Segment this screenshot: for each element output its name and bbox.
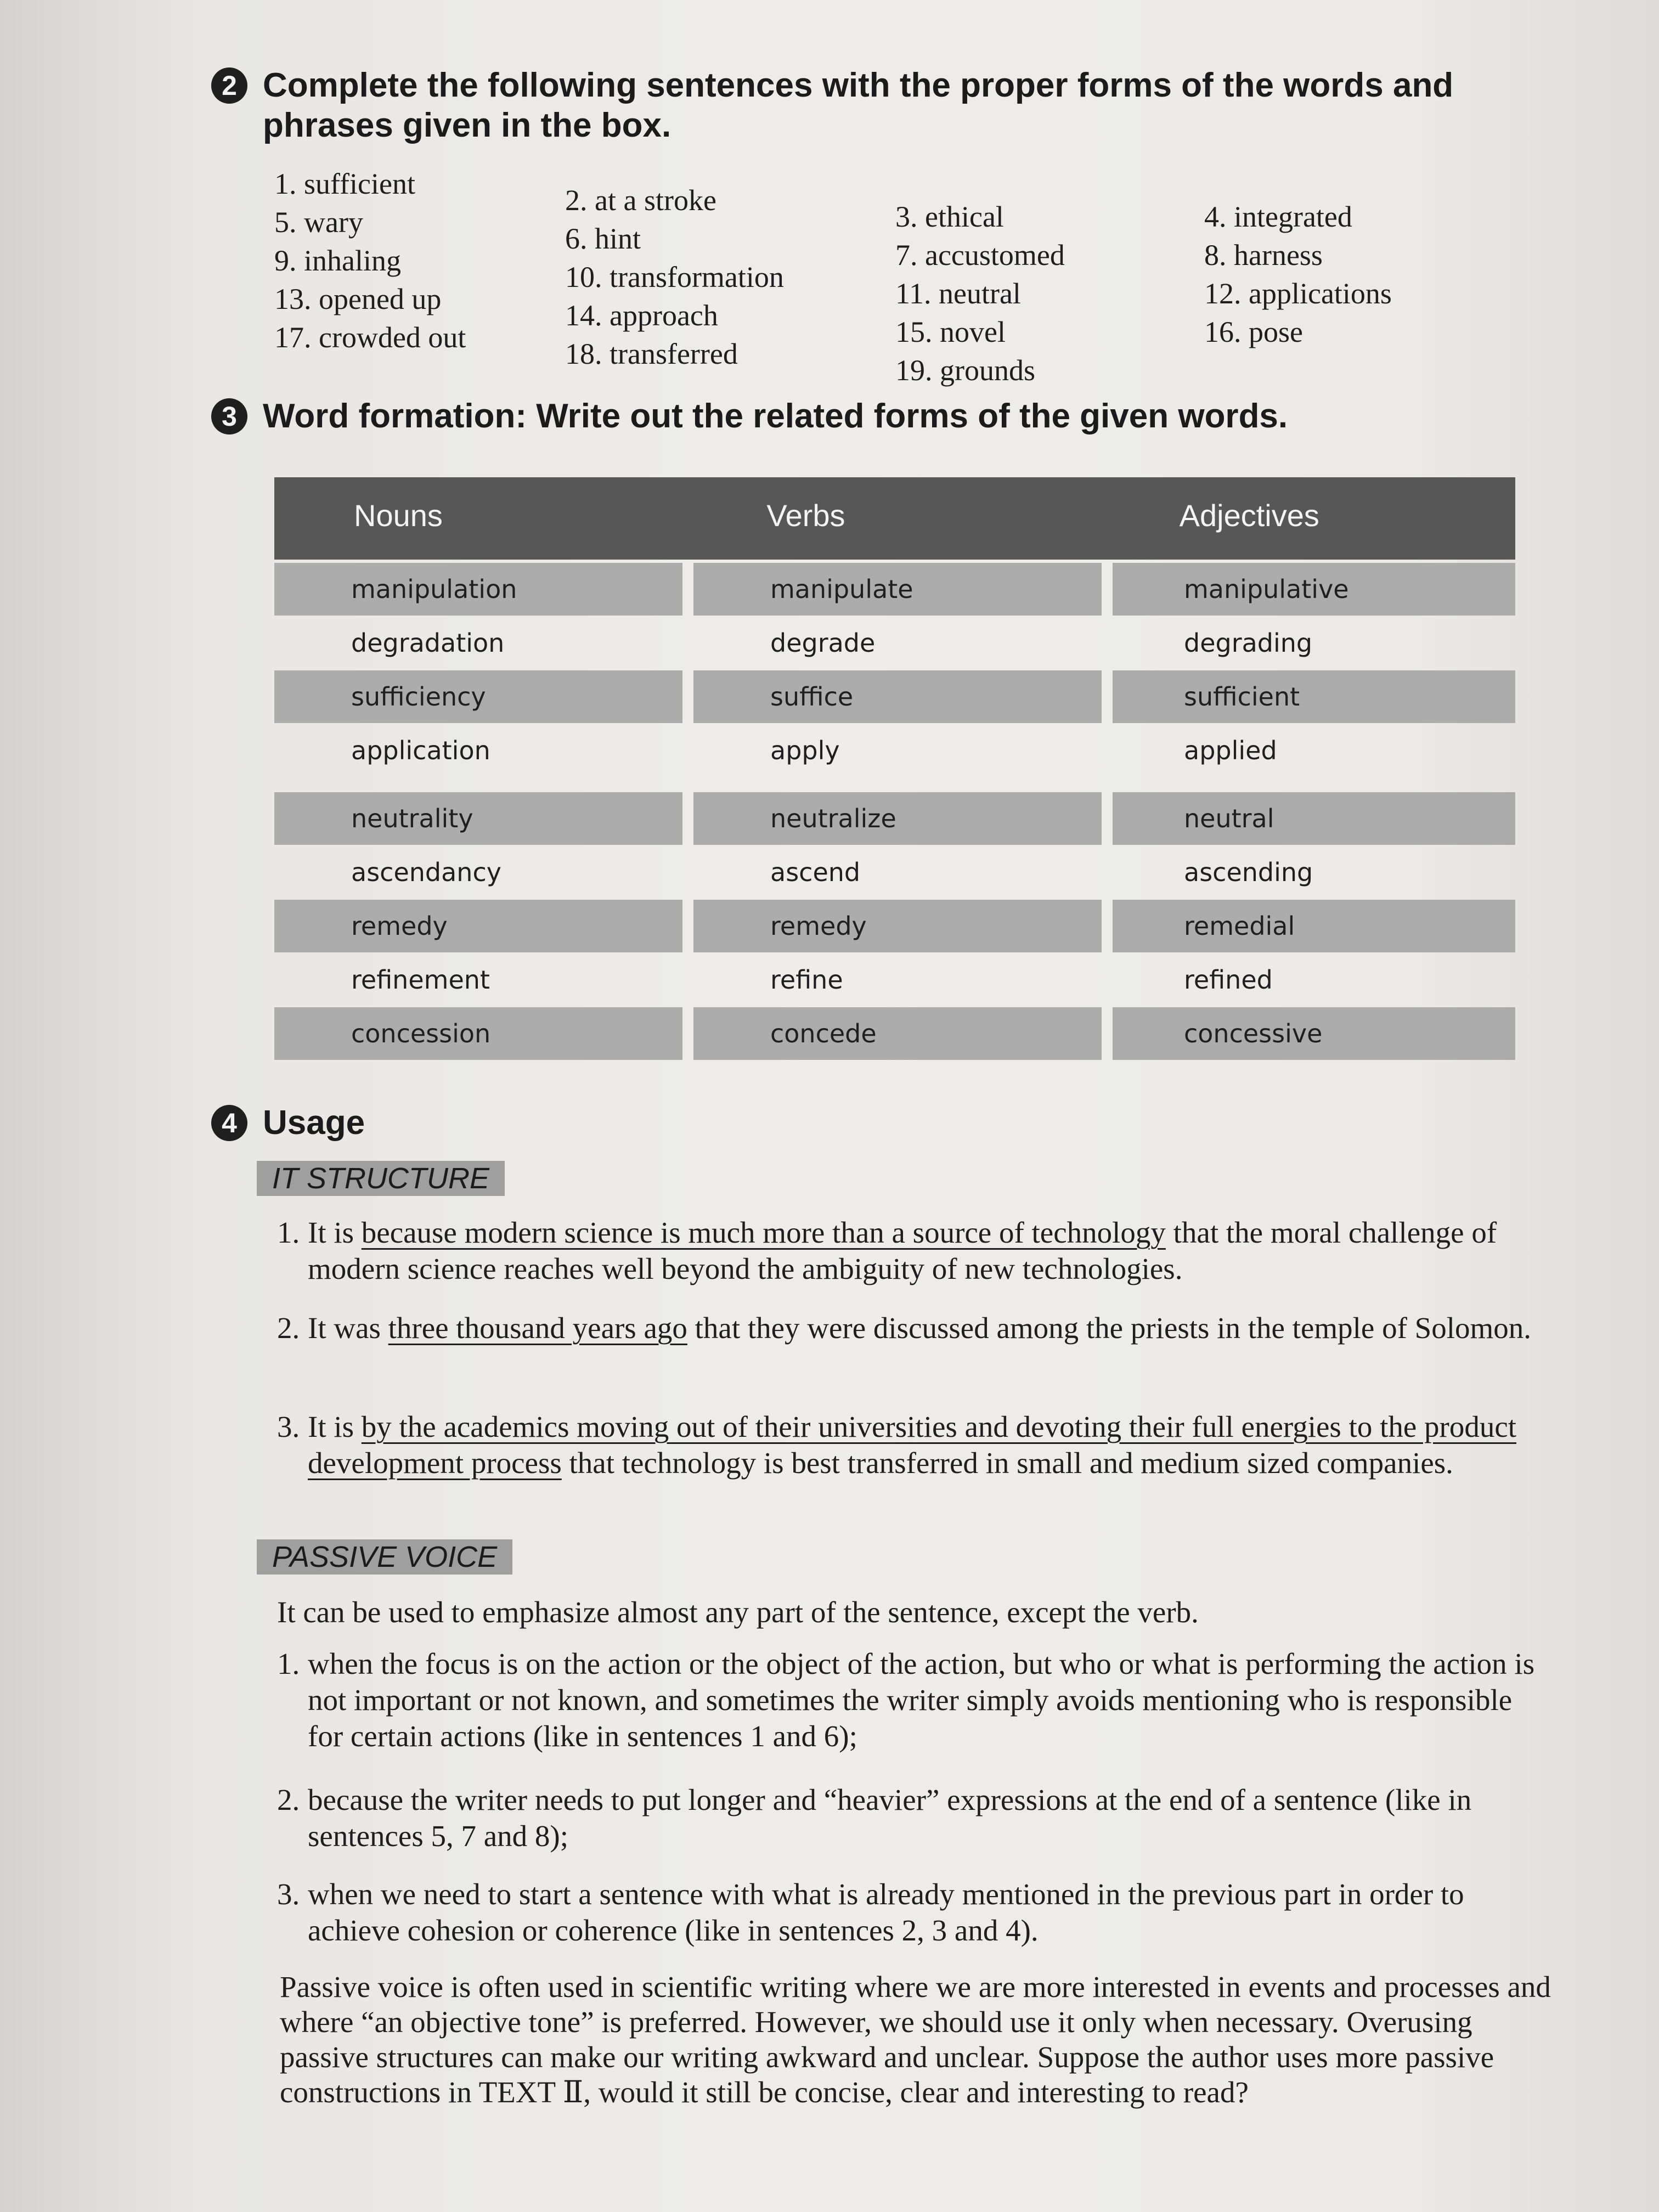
cell-verb: apply (770, 736, 840, 765)
cell-noun: sufficiency (274, 670, 682, 723)
cell-adjective: refined (1184, 965, 1273, 995)
it-item-2 (277, 1310, 1539, 1346)
item-text-post: that technology is best transferred in small and medium sized companies. (561, 1446, 1453, 1480)
section-title: Word formation: Write out the related forms of the given words. (263, 397, 1288, 435)
word-item: 4. integrated (1204, 200, 1352, 233)
table-row (274, 1007, 1515, 1060)
table-row (274, 670, 1515, 723)
cell-noun: neutrality (274, 792, 682, 845)
cell-adjective: ascending (1184, 857, 1313, 887)
cell-verb: concede (693, 1007, 1102, 1060)
word-item: 13. opened up (274, 283, 442, 315)
word-item: 19. grounds (895, 354, 1035, 387)
word-item: 12. applications (1204, 277, 1392, 310)
cell-noun: manipulation (274, 563, 682, 616)
cell-noun: application (351, 736, 490, 765)
cell-verb: manipulate (693, 563, 1102, 616)
section-title: Usage (263, 1104, 365, 1142)
item-text-pre: It was (308, 1311, 388, 1345)
cell-noun: degradation (351, 628, 505, 658)
cell-adjective: degrading (1184, 628, 1313, 658)
section-3-heading (211, 394, 1288, 439)
cell-noun: refinement (351, 965, 490, 995)
word-item: 8. harness (1204, 239, 1323, 272)
item-text: when the focus is on the action or the object of the action, but who or what is performing the action is not important or not known, and sometimes the writer simply avoids mentioning who is responsible for certain actions (like in sentences 1 and 6); (308, 1647, 1535, 1753)
table-row (274, 846, 1515, 899)
header-adjectives: Adjectives (1179, 498, 1319, 533)
word-item: 9. inhaling (274, 244, 401, 277)
item-underlined: because modern science is much more than a source of technology (361, 1216, 1166, 1249)
cell-noun: remedy (274, 900, 682, 952)
item-underlined: by the academics moving out of their universities and devoting their full energies to the product development process (308, 1410, 1517, 1480)
cell-adjective: manipulative (1113, 563, 1515, 616)
item-number: 2. (277, 1311, 300, 1345)
header-verbs: Verbs (766, 498, 845, 533)
table-row (274, 617, 1515, 669)
table-row (274, 792, 1515, 845)
item-number: 2. (277, 1783, 300, 1816)
section-number-badge: 2 (211, 67, 247, 104)
section-title: Complete the following sentences with the proper forms of the words and (263, 66, 1454, 104)
passive-voice-tag: PASSIVE VOICE (257, 1539, 512, 1575)
table-row (274, 563, 1515, 616)
word-box (274, 165, 1448, 387)
item-text-post: that the moral challenge of modern science reaches well beyond the ambiguity of new technologies. (308, 1216, 1497, 1285)
table-body (274, 563, 1515, 1060)
item-text: because the writer needs to put longer and “heavier” expressions at the end of a sentence (like in sentences 5, 7 and 8); (308, 1783, 1472, 1853)
table-row (274, 953, 1515, 1006)
header-nouns: Nouns (354, 498, 443, 533)
it-item-3 (277, 1409, 1539, 1481)
word-item: 7. accustomed (895, 239, 1065, 272)
item-text-pre: It is (308, 1410, 362, 1443)
word-formation-table (274, 477, 1515, 1060)
passive-intro: It can be used to emphasize almost any part of the sentence, except the verb. (277, 1595, 1199, 1629)
cell-adjective: neutral (1113, 792, 1515, 845)
section-number-badge: 3 (211, 398, 247, 435)
word-item: 15. novel (895, 315, 1006, 348)
item-number: 1. (277, 1216, 300, 1249)
it-structure-tag: IT STRUCTURE (257, 1161, 505, 1196)
word-item: 17. crowded out (274, 321, 466, 354)
item-underlined: three thousand years ago (388, 1311, 687, 1345)
cell-verb: remedy (693, 900, 1102, 952)
cell-noun: ascendancy (351, 857, 501, 887)
word-column-1 (274, 165, 466, 357)
cell-adjective: remedial (1113, 900, 1515, 952)
cell-verb: refine (770, 965, 843, 995)
cell-adjective: concessive (1113, 1007, 1515, 1060)
section-title-line2: phrases given in the box. (263, 106, 672, 144)
cell-verb: suffice (693, 670, 1102, 723)
word-item: 11. neutral (895, 277, 1021, 310)
cell-adjective: sufficient (1113, 670, 1515, 723)
table-row (274, 724, 1515, 777)
section-4-heading (211, 1101, 365, 1146)
item-text-pre: It is (308, 1216, 362, 1249)
cell-verb: degrade (770, 628, 876, 658)
word-item: 14. approach (565, 299, 718, 332)
table-header (274, 477, 1515, 560)
item-number: 3. (277, 1410, 300, 1443)
cell-verb: ascend (770, 857, 861, 887)
cell-verb: neutralize (693, 792, 1102, 845)
word-item: 18. transferred (565, 337, 738, 370)
item-text-post: that they were discussed among the priests in the temple of Solomon. (687, 1311, 1532, 1345)
cell-adjective: applied (1184, 736, 1277, 765)
word-column-2 (565, 181, 784, 373)
word-item: 3. ethical (895, 200, 1004, 233)
cell-noun: concession (274, 1007, 682, 1060)
word-column-3 (895, 198, 1065, 390)
section-2-heading (211, 63, 1453, 143)
section-number-badge: 4 (211, 1105, 247, 1141)
it-item-1 (277, 1215, 1539, 1287)
word-item: 2. at a stroke (565, 184, 716, 217)
item-number: 3. (277, 1877, 300, 1911)
passive-item-2 (277, 1782, 1550, 1854)
word-item: 1. sufficient (274, 167, 415, 200)
passive-item-3 (277, 1876, 1550, 1949)
word-item: 10. transformation (565, 261, 784, 294)
passive-item-1 (277, 1646, 1550, 1754)
word-column-4 (1204, 198, 1392, 351)
word-item: 6. hint (565, 222, 641, 255)
passive-closing: Passive voice is often used in scientific writing where we are more interested in events and processes and where “an objective tone” is preferred. However, we should use it only when necessary. Overusing passive structures can make our writing awkward and unclear. Suppose the author uses more passive constructions in TEXT Ⅱ, would it still be concise, clear and interesting to read? (280, 1970, 1551, 2109)
item-text: when we need to start a sentence with what is already mentioned in the previous part in order to achieve cohesion or coherence (like in sentences 2, 3 and 4). (308, 1877, 1464, 1947)
item-number: 1. (277, 1647, 300, 1680)
table-row (274, 900, 1515, 952)
word-item: 16. pose (1204, 315, 1303, 348)
word-item: 5. wary (274, 206, 363, 239)
